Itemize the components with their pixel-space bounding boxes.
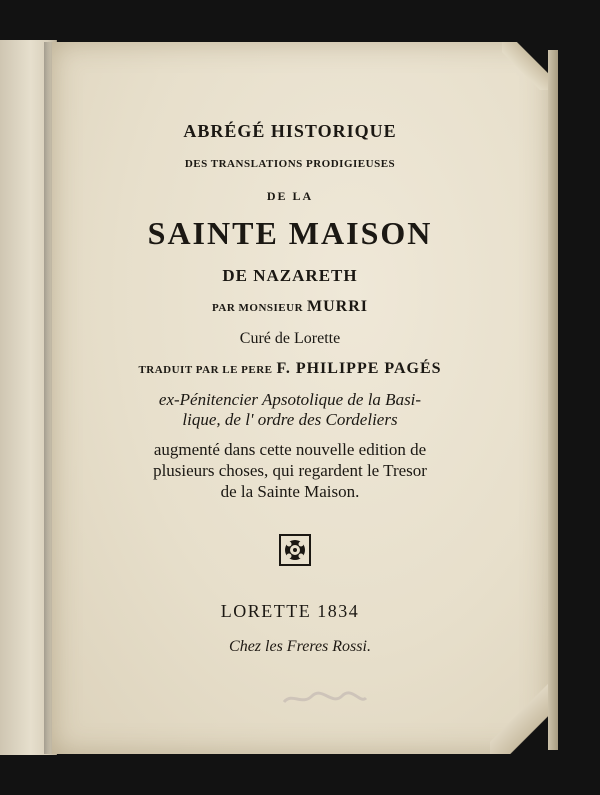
author-name: MURRI xyxy=(307,298,369,315)
translator-desc-2: lique, de l' ordre des Cordeliers xyxy=(182,410,398,429)
title-line-1: ABRÉGÉ HISTORIQUE xyxy=(183,121,397,141)
augmented-line-3: de la Sainte Maison. xyxy=(220,482,360,501)
handwritten-publisher-text: Chez les Freres Rossi. xyxy=(229,638,371,655)
translator-desc-1: ex-Pénitencier Apsotolique de la Basi- xyxy=(158,390,422,409)
title-line-2: DES TRANSLATIONS PRODIGIEUSES xyxy=(184,158,396,170)
author-prefix: PAR MONSIEUR xyxy=(211,302,304,314)
augmented-line-2: plusieurs choses, qui regardent le Tresor xyxy=(153,461,427,480)
printer-ornament-icon xyxy=(278,533,312,567)
handwritten-publisher xyxy=(200,631,400,659)
imprint-place-year: LORETTE 1834 xyxy=(220,601,360,621)
author-role: Curé de Lorette xyxy=(239,330,341,347)
title-line-5: DE NAZARETH xyxy=(222,266,358,285)
augmented-line-1: augmenté dans cette nouvelle edition de xyxy=(153,440,427,459)
main-title: SAINTE MAISON xyxy=(147,215,433,251)
translator-prefix: TRADUIT PAR LE PERE xyxy=(138,364,273,376)
faint-stamp-mark xyxy=(280,688,370,710)
translator-name: F. PHILIPPE PAGÉS xyxy=(276,360,442,377)
translator-line xyxy=(0,360,580,378)
title-line-3: DE LA xyxy=(266,189,314,203)
author-line xyxy=(0,298,580,316)
